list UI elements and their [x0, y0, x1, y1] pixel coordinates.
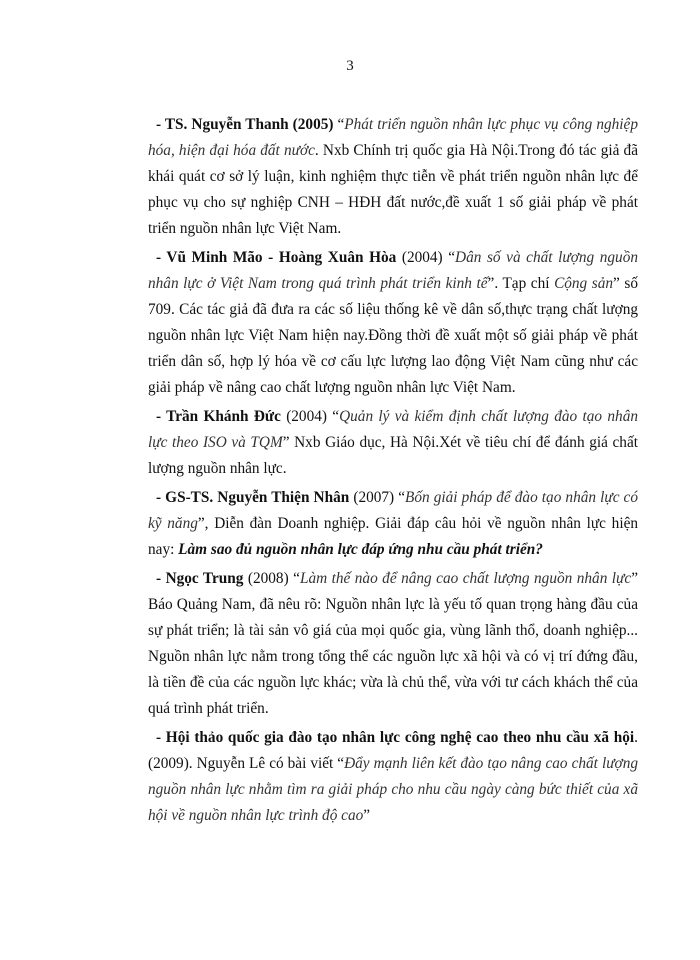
- paragraph-text: (2004) “: [280, 408, 340, 425]
- author-name: - Vũ Minh Mão - Hoàng Xuân Hòa: [156, 249, 397, 266]
- author-name: - Hội thảo quốc gia đào tạo nhân lực công nghệ cao theo nhu cầu xã hội: [156, 729, 635, 746]
- work-title: Bốn giải pháp để đào tạo nhân lực có kỹ năng: [148, 489, 638, 532]
- author-name: - Ngọc Trung: [156, 570, 244, 587]
- page-number: 3: [346, 58, 354, 74]
- paragraph-text: ”. Tạp chí: [487, 275, 555, 292]
- paragraph-text: ”: [363, 807, 371, 824]
- paragraph-text: . (2009). Nguyễn Lê có bài viết “: [148, 729, 638, 772]
- highlight-question: Làm sao đủ nguồn nhân lực đáp ứng nhu cầu phát triển?: [178, 541, 543, 558]
- author-name: - GS-TS. Nguyễn Thiện Nhân: [156, 489, 350, 506]
- paragraph-text: “: [337, 116, 345, 133]
- paragraph-text: ”, Diễn đàn Doanh nghiệp. Giải đáp câu hỏi về nguồn nhân lực hiện nay:: [148, 515, 639, 558]
- reference-paragraph: [148, 485, 638, 563]
- reference-paragraph: [148, 404, 638, 482]
- work-title: Quản lý và kiểm định chất lượng đào tạo nhân lực theo ISO và TQM: [148, 408, 638, 451]
- work-title: Làm thế nào để nâng cao chất lượng nguồn nhân lực: [299, 570, 632, 587]
- paragraph-text: ” Nxb Giáo dục, Hà Nội.Xét về tiêu chí để đánh giá chất lượng nguồn nhân lực.: [148, 434, 638, 477]
- work-title: Đẩy mạnh liên kết đào tạo nâng cao chất lượng nguồn nhân lực nhằm tìm ra giải pháp cho nhu cầu ngày càng bức thiết của xã hội về nguồn nhân lực trình độ cao: [148, 755, 638, 824]
- reference-paragraph: [148, 566, 638, 722]
- paragraph-text: (2007) “: [349, 489, 406, 506]
- paragraph-text: (2004) “: [396, 249, 456, 266]
- reference-paragraph: [148, 725, 638, 829]
- reference-paragraph: [148, 112, 638, 242]
- author-name: - Trần Khánh Đức: [156, 408, 281, 425]
- paragraph-text: ” số 709. Các tác giả đã đưa ra các số liệu thống kê về dân số,thực trạng chất lượng nguồn nhân lực Việt Nam hiện nay.Đồng thời đề xuất một số giải pháp về phát triển dân số, hợp lý hóa về cơ cấu lực lượng lao động Việt Nam cũng như các giải pháp về nâng cao chất lượng nguồn nhân lực Việt Nam.: [148, 275, 638, 396]
- work-title: Cộng sản: [554, 275, 614, 292]
- paragraph-text: . Nxb Chính trị quốc gia Hà Nội.Trong đó tác giả đã khái quát cơ sở lý luận, kinh nghiệm thực tiễn về phát triển nguồn nhân lực để phục vụ cho sự nghiệp CNH – HĐH đất nước,đề xuất 1 số giải pháp về phát triển nguồn nhân lực Việt Nam.: [148, 142, 638, 237]
- work-title: Phát triển nguồn nhân lực phục vụ công nghiệp hóa, hiện đại hóa đất nước: [148, 116, 638, 159]
- work-title: Dân số và chất lượng nguồn nhân lực ở Việt Nam trong quá trình phát triển kinh tế: [148, 249, 638, 292]
- reference-paragraph: [148, 245, 638, 401]
- author-name: - TS. Nguyễn Thanh (2005): [156, 116, 338, 133]
- paragraph-text: (2008) “: [243, 570, 300, 587]
- paragraph-text: ” Báo Quảng Nam, đã nêu rõ: Nguồn nhân lực là yếu tố quan trọng hàng đầu của sự phát triển; là tài sản vô giá của mọi quốc gia, vùng lãnh thổ, doanh nghiệp... Nguồn nhân lực nằm trong tổng thể các nguồn lực xã hội và có vị trí đứng đầu, là tiền đề của các nguồn lực khác; vừa là chủ thể, vừa với tư cách khách thể của quá trình phát triển.: [148, 570, 638, 717]
- document-body: [148, 112, 638, 829]
